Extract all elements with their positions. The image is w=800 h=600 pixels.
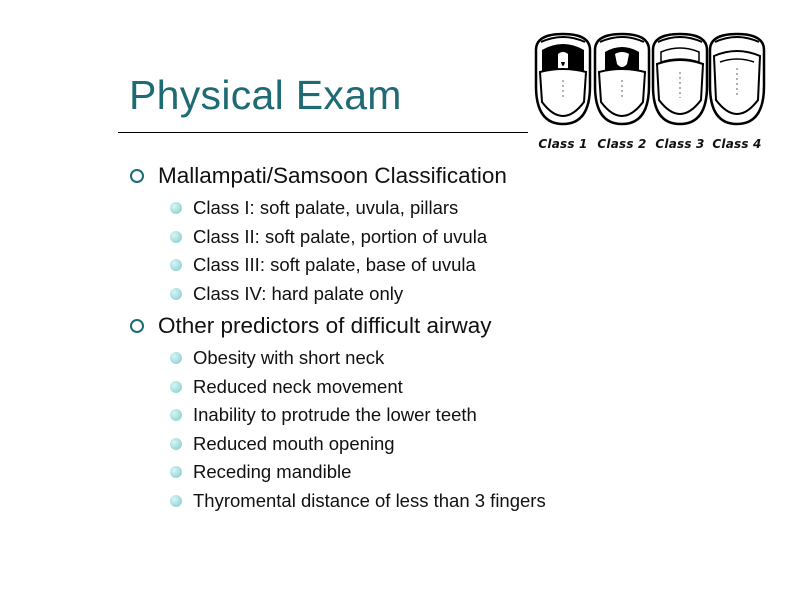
class-4-label: Class 4 <box>712 137 762 151</box>
teal-dot-bullet-icon <box>170 466 182 478</box>
list-item: Receding mandible <box>130 458 750 487</box>
hollow-circle-bullet-icon <box>130 319 144 333</box>
teal-dot-bullet-icon <box>170 495 182 507</box>
teal-dot-bullet-icon <box>170 202 182 214</box>
section-heading: Mallampati/Samsoon Classification <box>130 158 750 194</box>
list-item: Inability to protrude the lower teeth <box>130 401 750 430</box>
mallampati-class-4-illustration <box>706 28 768 136</box>
teal-dot-bullet-icon <box>170 231 182 243</box>
mallampati-class-1-illustration <box>532 28 594 136</box>
mallampati-classification-figure <box>526 28 766 158</box>
list-item: Obesity with short neck <box>130 344 750 373</box>
list-item: Reduced mouth opening <box>130 430 750 459</box>
teal-dot-bullet-icon <box>170 381 182 393</box>
section-heading: Other predictors of difficult airway <box>130 308 750 344</box>
slide-title: Physical Exam <box>129 72 402 118</box>
list-item: Thyromental distance of less than 3 fingers <box>130 487 750 516</box>
list-item: Reduced neck movement <box>130 373 750 402</box>
list-item: Class III: soft palate, base of uvula <box>130 251 750 280</box>
mallampati-class-3-illustration <box>649 28 711 136</box>
title-underline <box>118 132 528 133</box>
class-3-label: Class 3 <box>655 137 705 151</box>
teal-dot-bullet-icon <box>170 259 182 271</box>
list-item: Class IV: hard palate only <box>130 280 750 309</box>
teal-dot-bullet-icon <box>170 438 182 450</box>
mallampati-class-2-illustration <box>591 28 653 136</box>
hollow-circle-bullet-icon <box>130 169 144 183</box>
list-item: Class II: soft palate, portion of uvula <box>130 223 750 252</box>
class-2-label: Class 2 <box>597 137 647 151</box>
teal-dot-bullet-icon <box>170 409 182 421</box>
teal-dot-bullet-icon <box>170 288 182 300</box>
teal-dot-bullet-icon <box>170 352 182 364</box>
list-item: Class I: soft palate, uvula, pillars <box>130 194 750 223</box>
class-1-label: Class 1 <box>538 137 588 151</box>
slide-body <box>130 158 750 515</box>
